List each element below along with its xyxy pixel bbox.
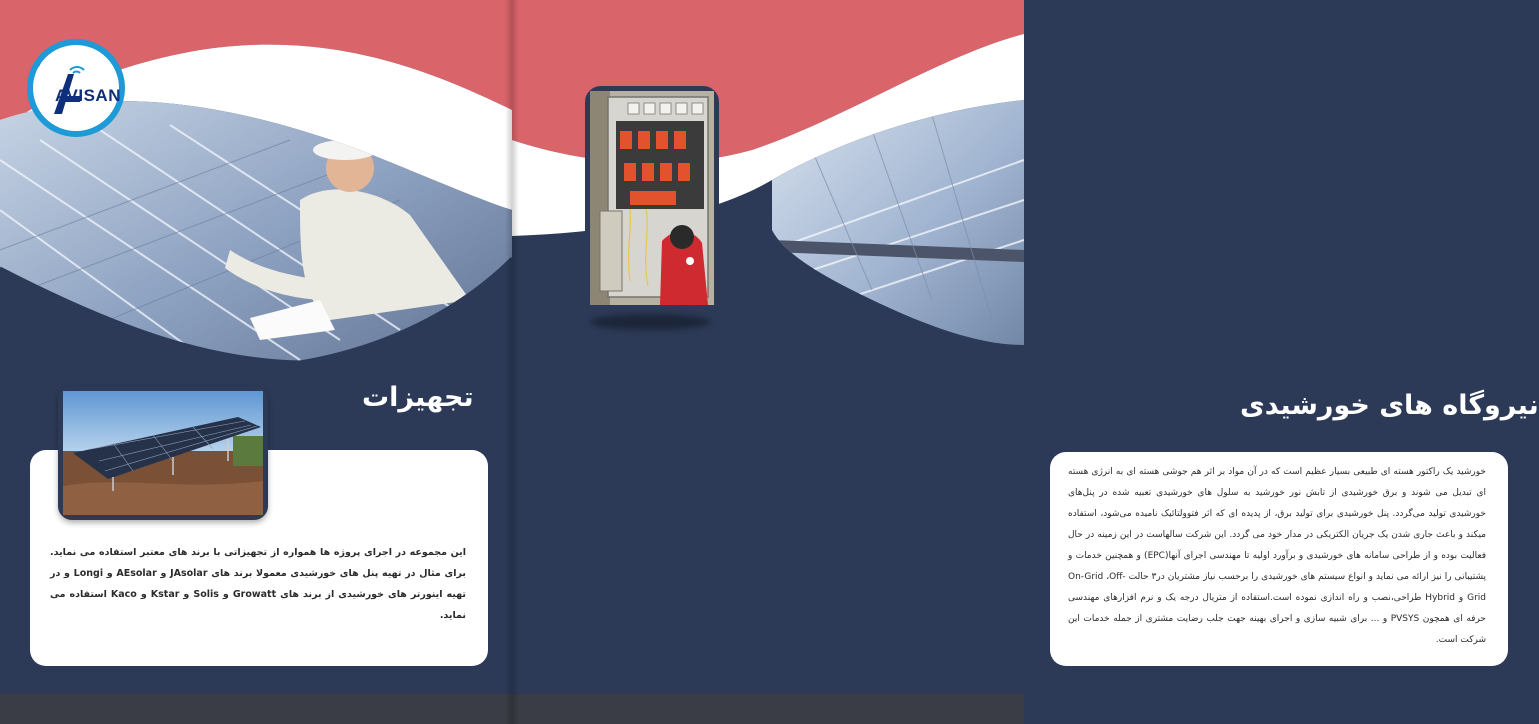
solar-field-photo-frame xyxy=(58,386,268,520)
solar-plants-title: نیروگاه های خورشیدی xyxy=(1240,390,1539,421)
solar-field-photo xyxy=(63,391,263,515)
electrical-panel-photo xyxy=(590,91,714,305)
electrical-panel-photo-frame xyxy=(585,86,719,310)
equipment-title: تجهیزات xyxy=(362,382,474,413)
book-spine xyxy=(505,0,519,724)
equipment-body-text: این مجموعه در اجرای پروژه ها همواره از تجهیزاتی با برند های معتبر استفاده می نماید. برای مثال در تهیه پنل های خورشیدی معمولا برند های JAsolar و AEsolar و Longi و در تهیه اینورتر های خورشیدی از برند های Growatt و Solis و Kstar و Kaco استفاده می نماید. xyxy=(50,547,466,621)
left-page xyxy=(0,0,512,724)
logo-text: AVISAN xyxy=(55,86,121,105)
solar-plants-body-text: خورشید یک راکتور هسته ای طبیعی بسیار عظیم است که در آن مواد بر اثر هم جوشی هسته ای به انرژی هسته ای تبدیل می شوند و برق خورشیدی از تابش نور خورشید به سلول های خورشیدی تعبیه شده در پنل‌های خورشیدی تولید می‌گردد. پنل خورشیدی برای تولید برق، از پدیده ای که اثر فتوولتائیک نامیده می‌شود، استفاده میکند و باعث جاری شدن یک جریان الکتریکی در مدار خود می گردد. این شرکت سالهاست در این زمینه در حال فعالیت بوده و از طراحی سامانه های خورشیدی و برآورد اولیه تا مهندسی اجرای آنها(EPC) و همچنین خدمات و پشتیبانی را نیز ارائه می نماید و انواع سیستم های خورشیدی را برحسب نیاز مشتریان در۳ حالت On-Grid ،Off-Grid و Hybrid طراحی،نصب و راه اندازی نموده است.استفاده از متریال درجه یک و نرم افزارهای مهندسی حرفه ای همچون PVSYS و ... برای شبیه سازی و اجرای بهینه جهت جلب رضایت مشتری از جمله خدمات این شرکت است. xyxy=(1068,467,1486,645)
photo-shadow xyxy=(590,314,710,330)
solar-plants-text-card xyxy=(1050,452,1508,666)
